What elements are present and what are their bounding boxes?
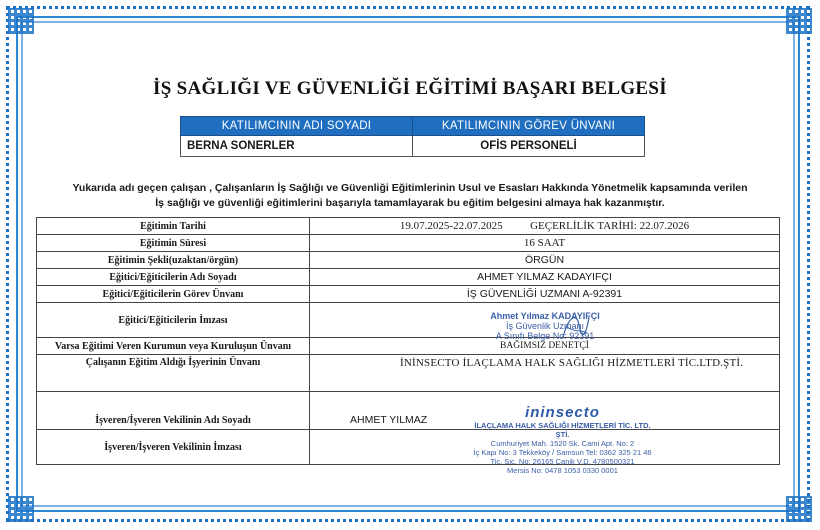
company-stamp-line-1: İLAÇLAMA HALK SAĞLIĞI HİZMETLERİ TİC. LTD. ŞTİ. xyxy=(474,421,651,439)
employer-label: Çalışanın Eğitim Aldığı İşyerinin Ünvanı xyxy=(37,355,310,392)
training-format-label: Eğitimin Şekli(uzaktan/örgün) xyxy=(37,252,310,269)
training-details-table xyxy=(36,217,780,465)
institution-label: Varsa Eğitimi Veren Kurumun veya Kuruluşun Ünvanı xyxy=(37,338,310,355)
employer-value: İNİNSECTO İLAÇLAMA HALK SAĞLIĞI HİZMETLERİ TİC.LTD.ŞTİ. xyxy=(310,355,780,392)
table-row xyxy=(37,286,780,303)
trainer-stamp xyxy=(470,311,620,351)
certificate-title: İŞ SAĞLIĞI VE GÜVENLİĞİ EĞİTİMİ BAŞARI BELGESİ xyxy=(153,78,667,99)
participant-role: OFİS PERSONELİ xyxy=(413,136,645,157)
table-row xyxy=(37,338,780,355)
company-stamp-line-5: Mersis No: 0478 1053 0330 0001 xyxy=(507,466,618,475)
statement-line-1: Yukarıda adı geçen çalışan , Çalışanların İş Sağlığı ve Güvenliği Eğitimlerinin Usul ve Esasları Hakkında Yönetmelik kapsamında verilen xyxy=(72,182,748,194)
trainer-title-label: Eğitici/Eğiticilerin Görev Ünvanı xyxy=(37,286,310,303)
trainer-signature-icon xyxy=(555,307,595,347)
table-row xyxy=(37,218,780,235)
institution-value: BAĞIMSIZ DENETÇİ xyxy=(310,338,780,355)
trainer-name-value: AHMET YILMAZ KADAYIFÇI xyxy=(310,269,780,286)
corner-ornament-top-left xyxy=(8,8,34,34)
training-format-value: ÖRGÜN xyxy=(310,252,780,269)
company-stamp xyxy=(470,404,655,475)
participant-name: BERNA SONERLER xyxy=(181,136,413,157)
employer-rep-label: İşveren/İşveren Vekilinin Adı Soyadı xyxy=(37,392,310,430)
table-row xyxy=(37,303,780,338)
training-date-label: Eğitimin Tarihi xyxy=(37,218,310,235)
training-duration-value: 16 SAAT xyxy=(310,235,780,252)
statement-line-2: İş sağlığı ve güvenliği eğitimlerini başarıyla tamamlayarak bu eğitim belgesini almaya hak kazanmıştır. xyxy=(155,197,665,209)
employer-rep-value: AHMET YILMAZ xyxy=(310,392,780,430)
corner-ornament-top-right xyxy=(786,8,812,34)
stamp-trainer-cert: A Sınıfı Belge No: 92391 xyxy=(495,331,595,341)
stamp-trainer-role: İş Güvenlik Uzmanı xyxy=(505,321,585,331)
training-duration-label: Eğitimin Süresi xyxy=(37,235,310,252)
table-row xyxy=(37,355,780,392)
table-row xyxy=(37,392,780,430)
participant-table xyxy=(180,116,645,157)
corner-ornament-bottom-right xyxy=(786,496,812,522)
company-stamp-line-2: Cumhuriyet Mah. 1520 Sk. Cami Apt. No: 2 xyxy=(490,439,635,448)
table-row xyxy=(37,252,780,269)
company-stamp-line-3: İç Kapı No: 3 Tekkeköy / Samsun Tel: 0362 325 21 46 xyxy=(473,448,652,457)
trainer-name-label: Eğitici/Eğiticilerin Adı Soyadı xyxy=(37,269,310,286)
stamp-trainer-name: Ahmet Yılmaz KADAYIFÇI xyxy=(490,311,600,321)
participant-name-header: KATILIMCININ ADI SOYADI xyxy=(181,117,413,136)
validity-date: GEÇERLİLİK TARİHİ: 22.07.2026 xyxy=(530,220,690,232)
company-stamp-brand: ininsecto xyxy=(525,404,600,421)
table-row xyxy=(37,235,780,252)
training-date-cell xyxy=(310,218,780,235)
trainer-signature-label: Eğitici/Eğiticilerin İmzası xyxy=(37,303,310,338)
table-row xyxy=(37,269,780,286)
table-row xyxy=(37,430,780,465)
trainer-title-value: İŞ GÜVENLİĞİ UZMANI A-92391 xyxy=(310,286,780,303)
company-stamp-line-4: Tic. Sic. No: 26165 Canik V.D. 4780500321 xyxy=(490,457,635,466)
corner-ornament-bottom-left xyxy=(8,496,34,522)
training-date-value: 19.07.2025-22.07.2025 xyxy=(399,220,503,232)
certificate-statement xyxy=(40,181,780,211)
participant-role-header: KATILIMCININ GÖREV ÜNVANI xyxy=(413,117,645,136)
employer-signature-label: İşveren/İşveren Vekilinin İmzası xyxy=(37,430,310,465)
